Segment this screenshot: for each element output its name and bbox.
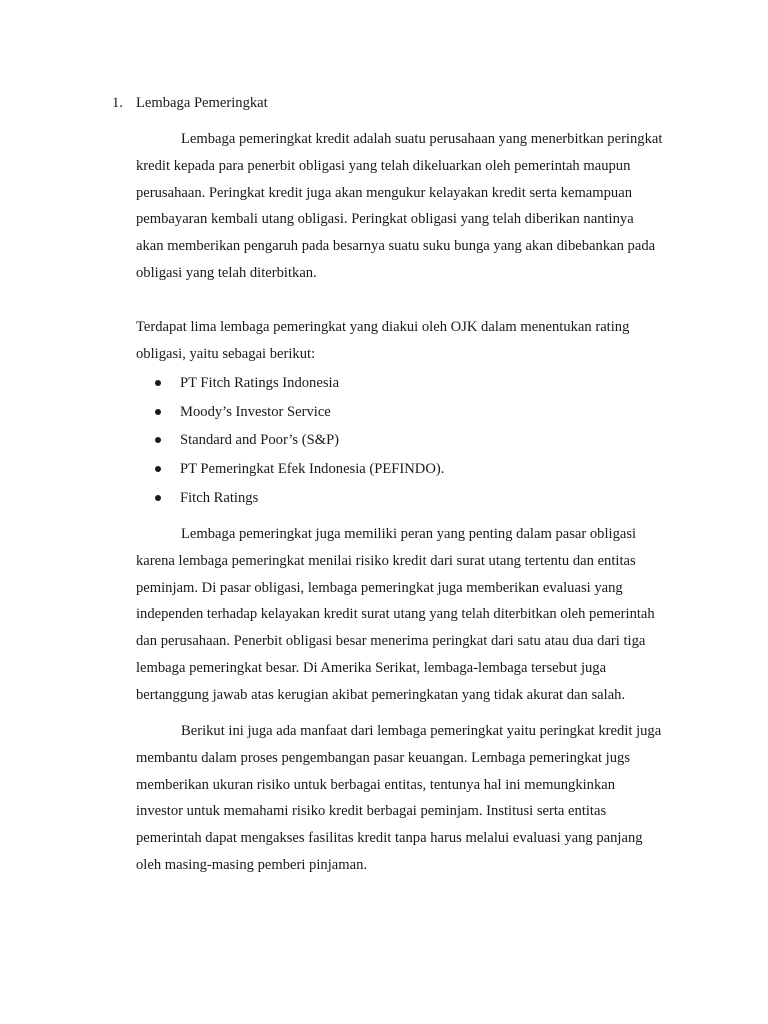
paragraph-line: peminjam. Di pasar obligasi, lembaga pemeringkat juga memberikan evaluasi yang <box>136 579 623 596</box>
paragraph-line: perusahaan. Peringkat kredit juga akan mengukur kelayakan kredit serta kemampuan <box>136 184 633 201</box>
paragraph-benefits <box>136 718 681 879</box>
bullet-icon <box>155 437 161 443</box>
paragraph-line: dan perusahaan. Penerbit obligasi besar menerima peringkat dari satu atau dua dari tiga <box>136 633 646 650</box>
paragraph-line: kredit kepada para penerbit obligasi yang telah dikeluarkan oleh pemerintah maupun <box>136 157 631 174</box>
paragraph-role <box>136 521 681 709</box>
bullet-icon <box>155 495 161 501</box>
paragraph-line: Terdapat lima lembaga pemeringkat yang diakui oleh OJK dalam menentukan rating <box>136 319 630 335</box>
paragraph-line: Berikut ini juga ada manfaat dari lembaga pemeringkat yaitu peringkat kredit juga <box>181 723 662 739</box>
list-item-text: PT Pemeringkat Efek Indonesia (PEFINDO). <box>180 461 445 478</box>
paragraph-line: pembayaran kembali utang obligasi. Peringkat obligasi yang telah diberikan nantinya <box>136 211 634 228</box>
paragraph-list-intro <box>136 314 681 368</box>
list-item-text: Fitch Ratings <box>180 489 259 506</box>
paragraph-line: akan memberikan pengaruh pada besarnya suatu suku bunga yang akan dibebankan pada <box>136 238 656 255</box>
paragraph-line: oleh masing-masing pemberi pinjaman. <box>136 856 368 873</box>
bullet-icon <box>155 409 161 415</box>
paragraph-definition <box>136 126 681 287</box>
paragraph-line: obligasi, yaitu sebagai berikut: <box>136 345 316 362</box>
list-item-text: Moody’s Investor Service <box>180 403 331 420</box>
paragraph-line: memberikan ukuran risiko untuk berbagai entitas, tentunya hal ini memungkinkan <box>136 776 616 793</box>
section-title: Lembaga Pemeringkat <box>136 95 268 111</box>
list-item-text: Standard and Poor’s (S&P) <box>180 432 340 449</box>
paragraph-line: lembaga pemeringkat besar. Di Amerika Serikat, lembaga-lembaga tersebut juga <box>136 659 607 676</box>
section-number: 1. <box>112 95 123 111</box>
bullet-icon <box>155 380 161 386</box>
paragraph-line: bertanggung jawab atas kerugian akibat pemeringkatan yang tidak akurat dan salah. <box>136 686 626 703</box>
paragraph-line: pemerintah dapat mengakses fasilitas kredit tanpa harus melalui evaluasi yang panjang <box>136 830 643 847</box>
paragraph-line: obligasi yang telah diterbitkan. <box>136 264 317 281</box>
paragraph-line: Lembaga pemeringkat juga memiliki peran yang penting dalam pasar obligasi <box>181 526 637 542</box>
paragraph-line: independen terhadap kelayakan kredit surat utang yang telah diterbitkan oleh pemerintah <box>136 606 655 623</box>
bullet-icon <box>155 466 161 472</box>
paragraph-line: Lembaga pemeringkat kredit adalah suatu perusahaan yang menerbitkan peringkat <box>181 131 663 147</box>
paragraph-line: membantu dalam proses pengembangan pasar keuangan. Lembaga pemeringkat jugs <box>136 749 630 766</box>
list-item-text: PT Fitch Ratings Indonesia <box>180 375 340 391</box>
paragraph-line: investor untuk memahami risiko kredit berbagai peminjam. Institusi serta entitas <box>136 803 607 820</box>
paragraph-line: karena lembaga pemeringkat menilai risiko kredit dari surat utang tertentu dan entitas <box>136 552 636 569</box>
section-heading <box>112 92 268 114</box>
